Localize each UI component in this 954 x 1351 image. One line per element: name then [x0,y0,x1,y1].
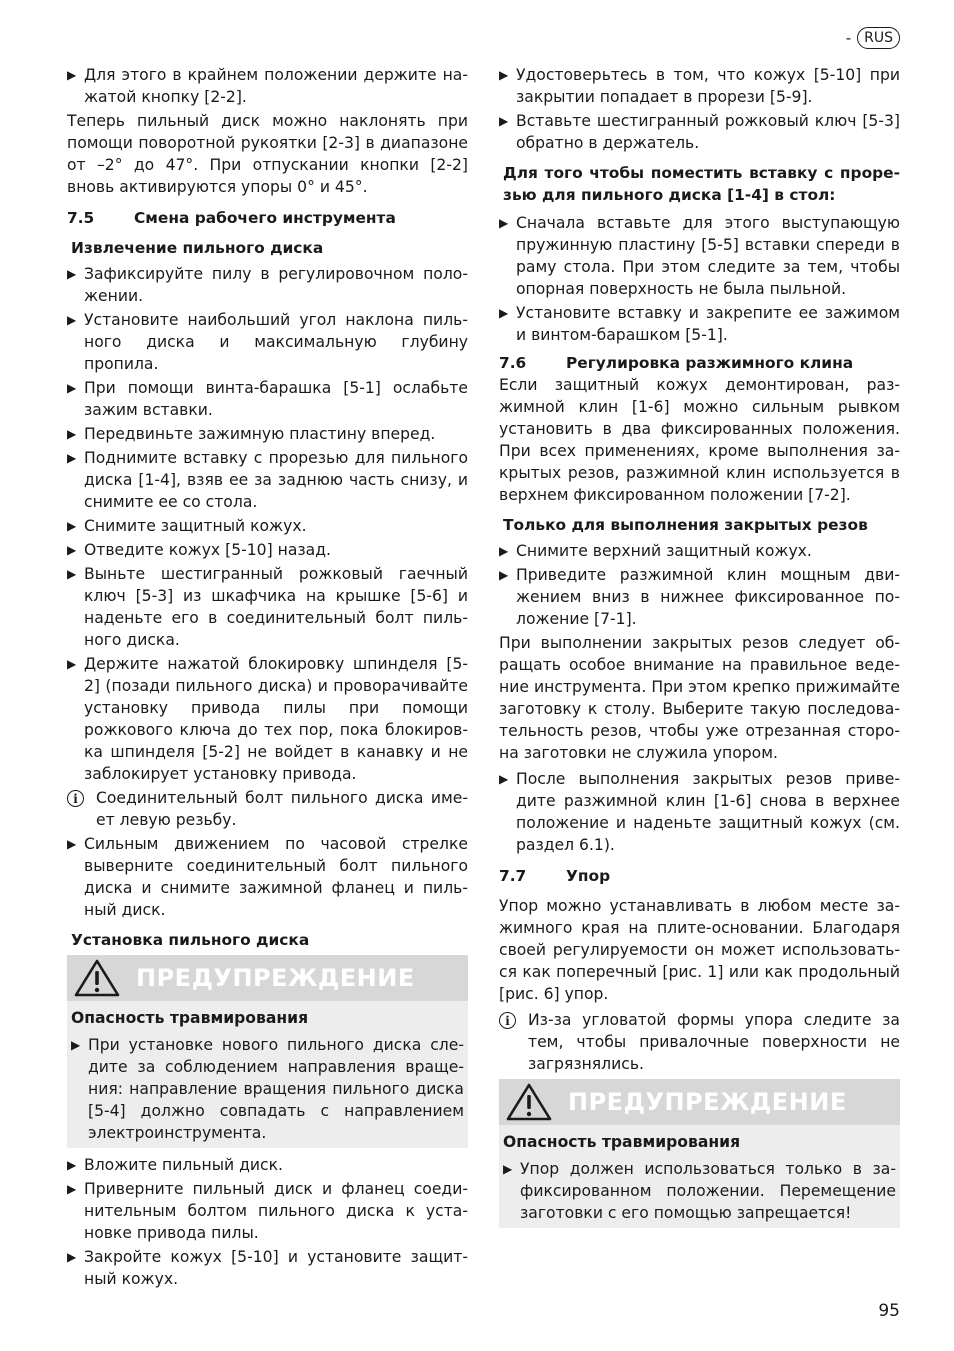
warning-title: ПРЕДУПРЕЖДЕНИЕ [568,1088,847,1116]
subheading: Установка пильного диска [71,931,310,949]
warning-subtitle: Опасность травмирования [503,1133,741,1151]
bullet-arrow-icon: ▶ [67,1250,77,1264]
bullet-arrow-icon: ▶ [499,568,509,582]
list-item: ▶ После выполнения закрытых резов приведите разжимной клин [1-6] снова в верхнее положение и наденьте защитный кожух (см. раздел 6.1). [499,770,900,854]
page-header [846,27,900,49]
bullet-arrow-icon: ▶ [67,1182,77,1196]
bullet-arrow-icon: ▶ [67,543,77,557]
bullet-arrow-icon: ▶ [67,1158,77,1172]
warning-box [67,955,468,1148]
bullet-arrow-icon: ▶ [499,544,509,558]
list-item: ▶ Вставьте шестигранный рожковый ключ [5-3] обратно в держатель. [499,112,900,152]
info-icon: i [67,790,84,807]
bullet-arrow-icon: ▶ [499,114,509,128]
bullet-arrow-icon: ▶ [499,216,509,230]
list-item: ▶ Выньте шестигранный рожковый гаечный ключ [5-3] из шкафчика на крышке [5-6] и наденьте его в соединительный болт пильного диска. [67,565,468,649]
subheading: Извлечение пильного диска [71,239,324,257]
subheading: Только для выполнения закрытых резов [503,516,868,534]
list-item: ▶ Упор должен использоваться только в зафиксированном положении. Перемещение заготовки с его помощью запрещается! [503,1160,896,1222]
bullet-arrow-icon: ▶ [67,267,77,281]
left-column [67,64,468,1292]
section-heading: 7.7 Упор [499,867,611,885]
list-item: ▶ Сначала вставьте для этого выступающую пружинную пластину [5-5] вставки спереди в раму стола. При этом следите за тем, чтобы опорная поверхность не была пыльной. [499,214,900,298]
list-item: ▶ Поднимите вставку с прорезью для пильного диска [1-4], взяв ее за заднюю часть снизу, и снимите ее со стола. [67,449,468,511]
bullet-arrow-icon: ▶ [503,1162,513,1176]
paragraph: При выполнении закрытых резов следует обращать особое внимание на правильное ведение инструмента. При этом крепко прижимайте заготовку к столу. Выберите такую последовательность резов, чтобы уже отрезанная сторона заготовки не служила упором. [499,634,900,762]
bullet-arrow-icon: ▶ [71,1038,81,1052]
header-dash: - [845,29,852,47]
bullet-arrow-icon: ▶ [67,427,77,441]
section-heading: 7.6 Регулировка разжимного клина [499,354,854,372]
warning-header [499,1079,900,1125]
list-item: ▶ Вложите пильный диск. [67,1156,283,1174]
list-item: ▶ Установите вставку и закрепите ее зажимом и винтом-барашком [5-1]. [499,304,900,344]
bullet-arrow-icon: ▶ [499,772,509,786]
list-item: ▶ Для этого в крайнем положении держите нажатой кнопку [2-2]. [67,66,468,106]
list-item: ▶ Передвиньте зажимную пластину вперед. [67,425,436,443]
list-item: ▶ При помощи винта-барашка [5-1] ослабьте зажим вставки. [67,379,468,419]
warning-header [67,955,468,1001]
list-item: ▶ Установите наибольший угол наклона пильного диска и максимальную глубину пропила. [67,311,468,373]
list-item: ▶ Удостоверьтесь в том, что кожух [5-10] при закрытии попадает в прорези [5-9]. [499,66,900,106]
right-column [499,64,900,1234]
list-item: ▶ Приверните пильный диск и фланец соединительным болтом пильного диска к установке привода пилы. [67,1180,468,1242]
bullet-arrow-icon: ▶ [67,313,77,327]
list-item: ▶ Снимите защитный кожух. [67,517,307,535]
list-item: ▶ Держите нажатой блокировку шпинделя [5-2] (позади пильного диска) и проворачивайте установку привода пилы при помощи рожкового ключа до тех пор, пока блокировка шпинделя [5-2] не войдет в канавку и не заблокирует установку привода. [67,655,468,783]
paragraph: Если защитный кожух демонтирован, разжимной клин [1-6] можно сильным рывком установить в два фиксированных положения. При всех применениях, кроме выполнения закрытых резов, разжимной клин используется в верхнем фиксированном положении [7-2]. [499,376,900,504]
language-badge: RUS [857,27,900,49]
bullet-arrow-icon: ▶ [67,68,77,82]
info-note: i Соединительный болт пильного диска имеет левую резьбу. [67,787,468,831]
list-item: ▶ Закройте кожух [5-10] и установите защитный кожух. [67,1248,468,1288]
list-item: ▶ Снимите верхний защитный кожух. [499,542,812,560]
bullet-arrow-icon: ▶ [67,381,77,395]
info-note: i Из-за угловатой формы упора следите за тем, чтобы привалочные поверхности не загрязнялись. [499,1009,900,1075]
warning-triangle-icon [73,958,121,998]
warning-triangle-icon [505,1082,553,1122]
bullet-arrow-icon: ▶ [67,451,77,465]
info-icon: i [499,1012,516,1029]
list-item: ▶ Приведите разжимной клин мощным движением вниз в нижнее фиксированное положение [7-1]. [499,566,900,628]
subheading: Для того чтобы поместить вставку с прорезью для пильного диска [1-4] в стол: [503,164,900,204]
list-item: ▶ Зафиксируйте пилу в регулировочном положении. [67,265,468,305]
bullet-arrow-icon: ▶ [67,519,77,533]
section-heading: 7.5 Смена рабочего инструмента [67,209,396,227]
warning-subtitle: Опасность травмирования [71,1009,309,1027]
paragraph: Теперь пильный диск можно наклонять при помощи поворотной рукоятки [2-3] в диапазоне от –2° до 47°. При отпускании кнопки [2-2] вновь активируются упоры 0° и 45°. [67,112,468,196]
paragraph: Упор можно устанавливать в любом месте зажимного края на плите-основании. Благодаря своей регулируемости он может использоваться как поперечный [рис. 1] или как продольный [рис. 6] упор. [499,897,900,1003]
bullet-arrow-icon: ▶ [67,657,77,671]
page-number: 95 [878,1301,900,1321]
list-item: ▶ При установке нового пильного диска следите за соблюдением направления вращения: направление вращения пильного диска [5-4] должно совпадать с направлением электроинструмента. [71,1036,464,1142]
list-item: ▶ Сильным движением по часовой стрелке выверните соединительный болт пильного диска и снимите зажимной фланец и пильный диск. [67,835,468,919]
bullet-arrow-icon: ▶ [67,567,77,581]
warning-title: ПРЕДУПРЕЖДЕНИЕ [136,964,415,992]
warning-box [499,1079,900,1228]
list-item: ▶ Отведите кожух [5-10] назад. [67,541,331,559]
bullet-arrow-icon: ▶ [67,837,77,851]
bullet-arrow-icon: ▶ [499,68,509,82]
bullet-arrow-icon: ▶ [499,306,509,320]
